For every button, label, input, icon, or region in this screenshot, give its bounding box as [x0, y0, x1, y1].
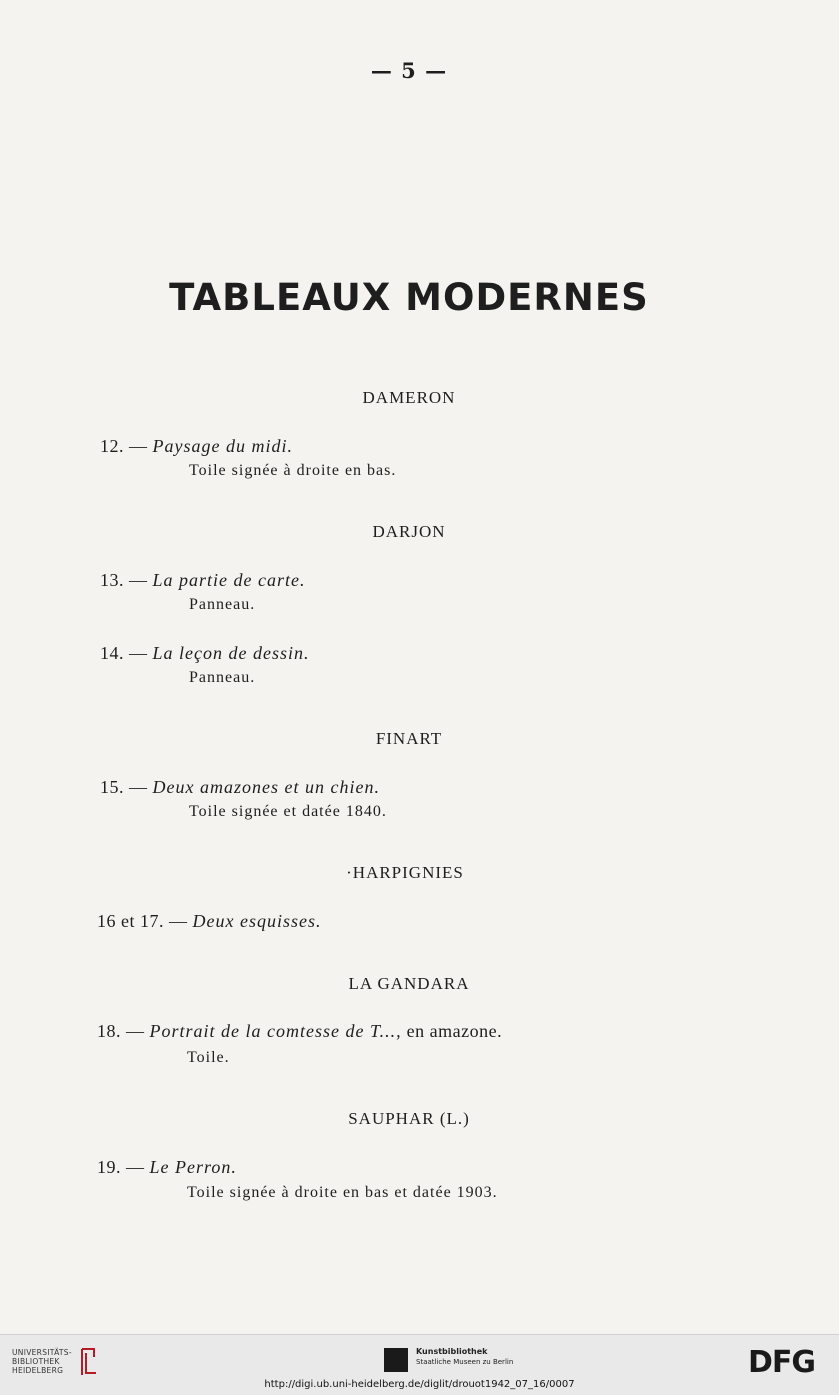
lot-description: Toile signée à droite en bas et datée 1903. [187, 1184, 498, 1201]
lot-entry [100, 777, 380, 798]
dfg-logo: DFG [748, 1345, 816, 1380]
lot-title: La partie de carte. [152, 570, 306, 590]
kunstbibliothek-logo-icon [384, 1348, 408, 1372]
kunstbibliothek-label [416, 1347, 513, 1366]
artist-heading: LA GANDARA [348, 974, 470, 993]
kunstbibliothek-sub: Staatliche Museen zu Berlin [416, 1358, 514, 1366]
university-logo-icon [76, 1345, 100, 1377]
lot-title: Paysage du midi. [152, 436, 293, 456]
lot-number: 19. — [97, 1157, 145, 1177]
lot-number: 13. — [100, 570, 148, 590]
lot-title: La leçon de dessin. [152, 643, 310, 663]
lot-description: Panneau. [189, 596, 256, 613]
lot-number: 12. — [100, 436, 148, 456]
lot-entry [100, 643, 309, 664]
lot-title: Portrait de la comtesse de T..., [149, 1021, 402, 1041]
kunstbibliothek-name: Kunstbibliothek [416, 1347, 488, 1356]
lot-title: Deux esquisses. [192, 911, 322, 931]
lot-description: Toile signée à droite en bas. [189, 462, 397, 479]
page-number: — 5 — [370, 58, 448, 83]
lot-entry [97, 1157, 237, 1178]
footer-bar [0, 1334, 839, 1395]
lot-description: Toile signée et datée 1840. [189, 803, 387, 820]
artist-heading: ·HARPIGNIES [346, 863, 464, 882]
university-library-label [12, 1348, 72, 1375]
lot-title-suffix: en amazone. [406, 1021, 503, 1041]
artist-heading: DARJON [372, 522, 446, 541]
artist-heading: FINART [375, 729, 443, 748]
library-line: HEIDELBERG [12, 1366, 64, 1375]
lot-title: Le Perron. [149, 1157, 237, 1177]
lot-description: Toile. [187, 1049, 230, 1066]
lot-entry [97, 911, 321, 932]
lot-title: Deux amazones et un chien. [152, 777, 380, 797]
lot-number: 14. — [100, 643, 148, 663]
source-url-link[interactable]: http://digi.ub.uni-heidelberg.de/diglit/drouot1942_07_16/0007 [264, 1379, 575, 1390]
lot-entry [100, 436, 293, 457]
page-title: TABLEAUX MODERNES [169, 276, 649, 319]
lot-number: 15. — [100, 777, 148, 797]
lot-number: 16 et 17. — [97, 911, 188, 931]
lot-description: Panneau. [189, 669, 256, 686]
library-line: UNIVERSITÄTS- [12, 1348, 72, 1357]
lot-entry [100, 570, 305, 591]
artist-heading: DAMERON [362, 388, 456, 407]
lot-number: 18. — [97, 1021, 145, 1041]
artist-heading: SAUPHAR (L.) [348, 1109, 470, 1128]
lot-entry [97, 1021, 502, 1042]
library-line: BIBLIOTHEK [12, 1357, 60, 1366]
